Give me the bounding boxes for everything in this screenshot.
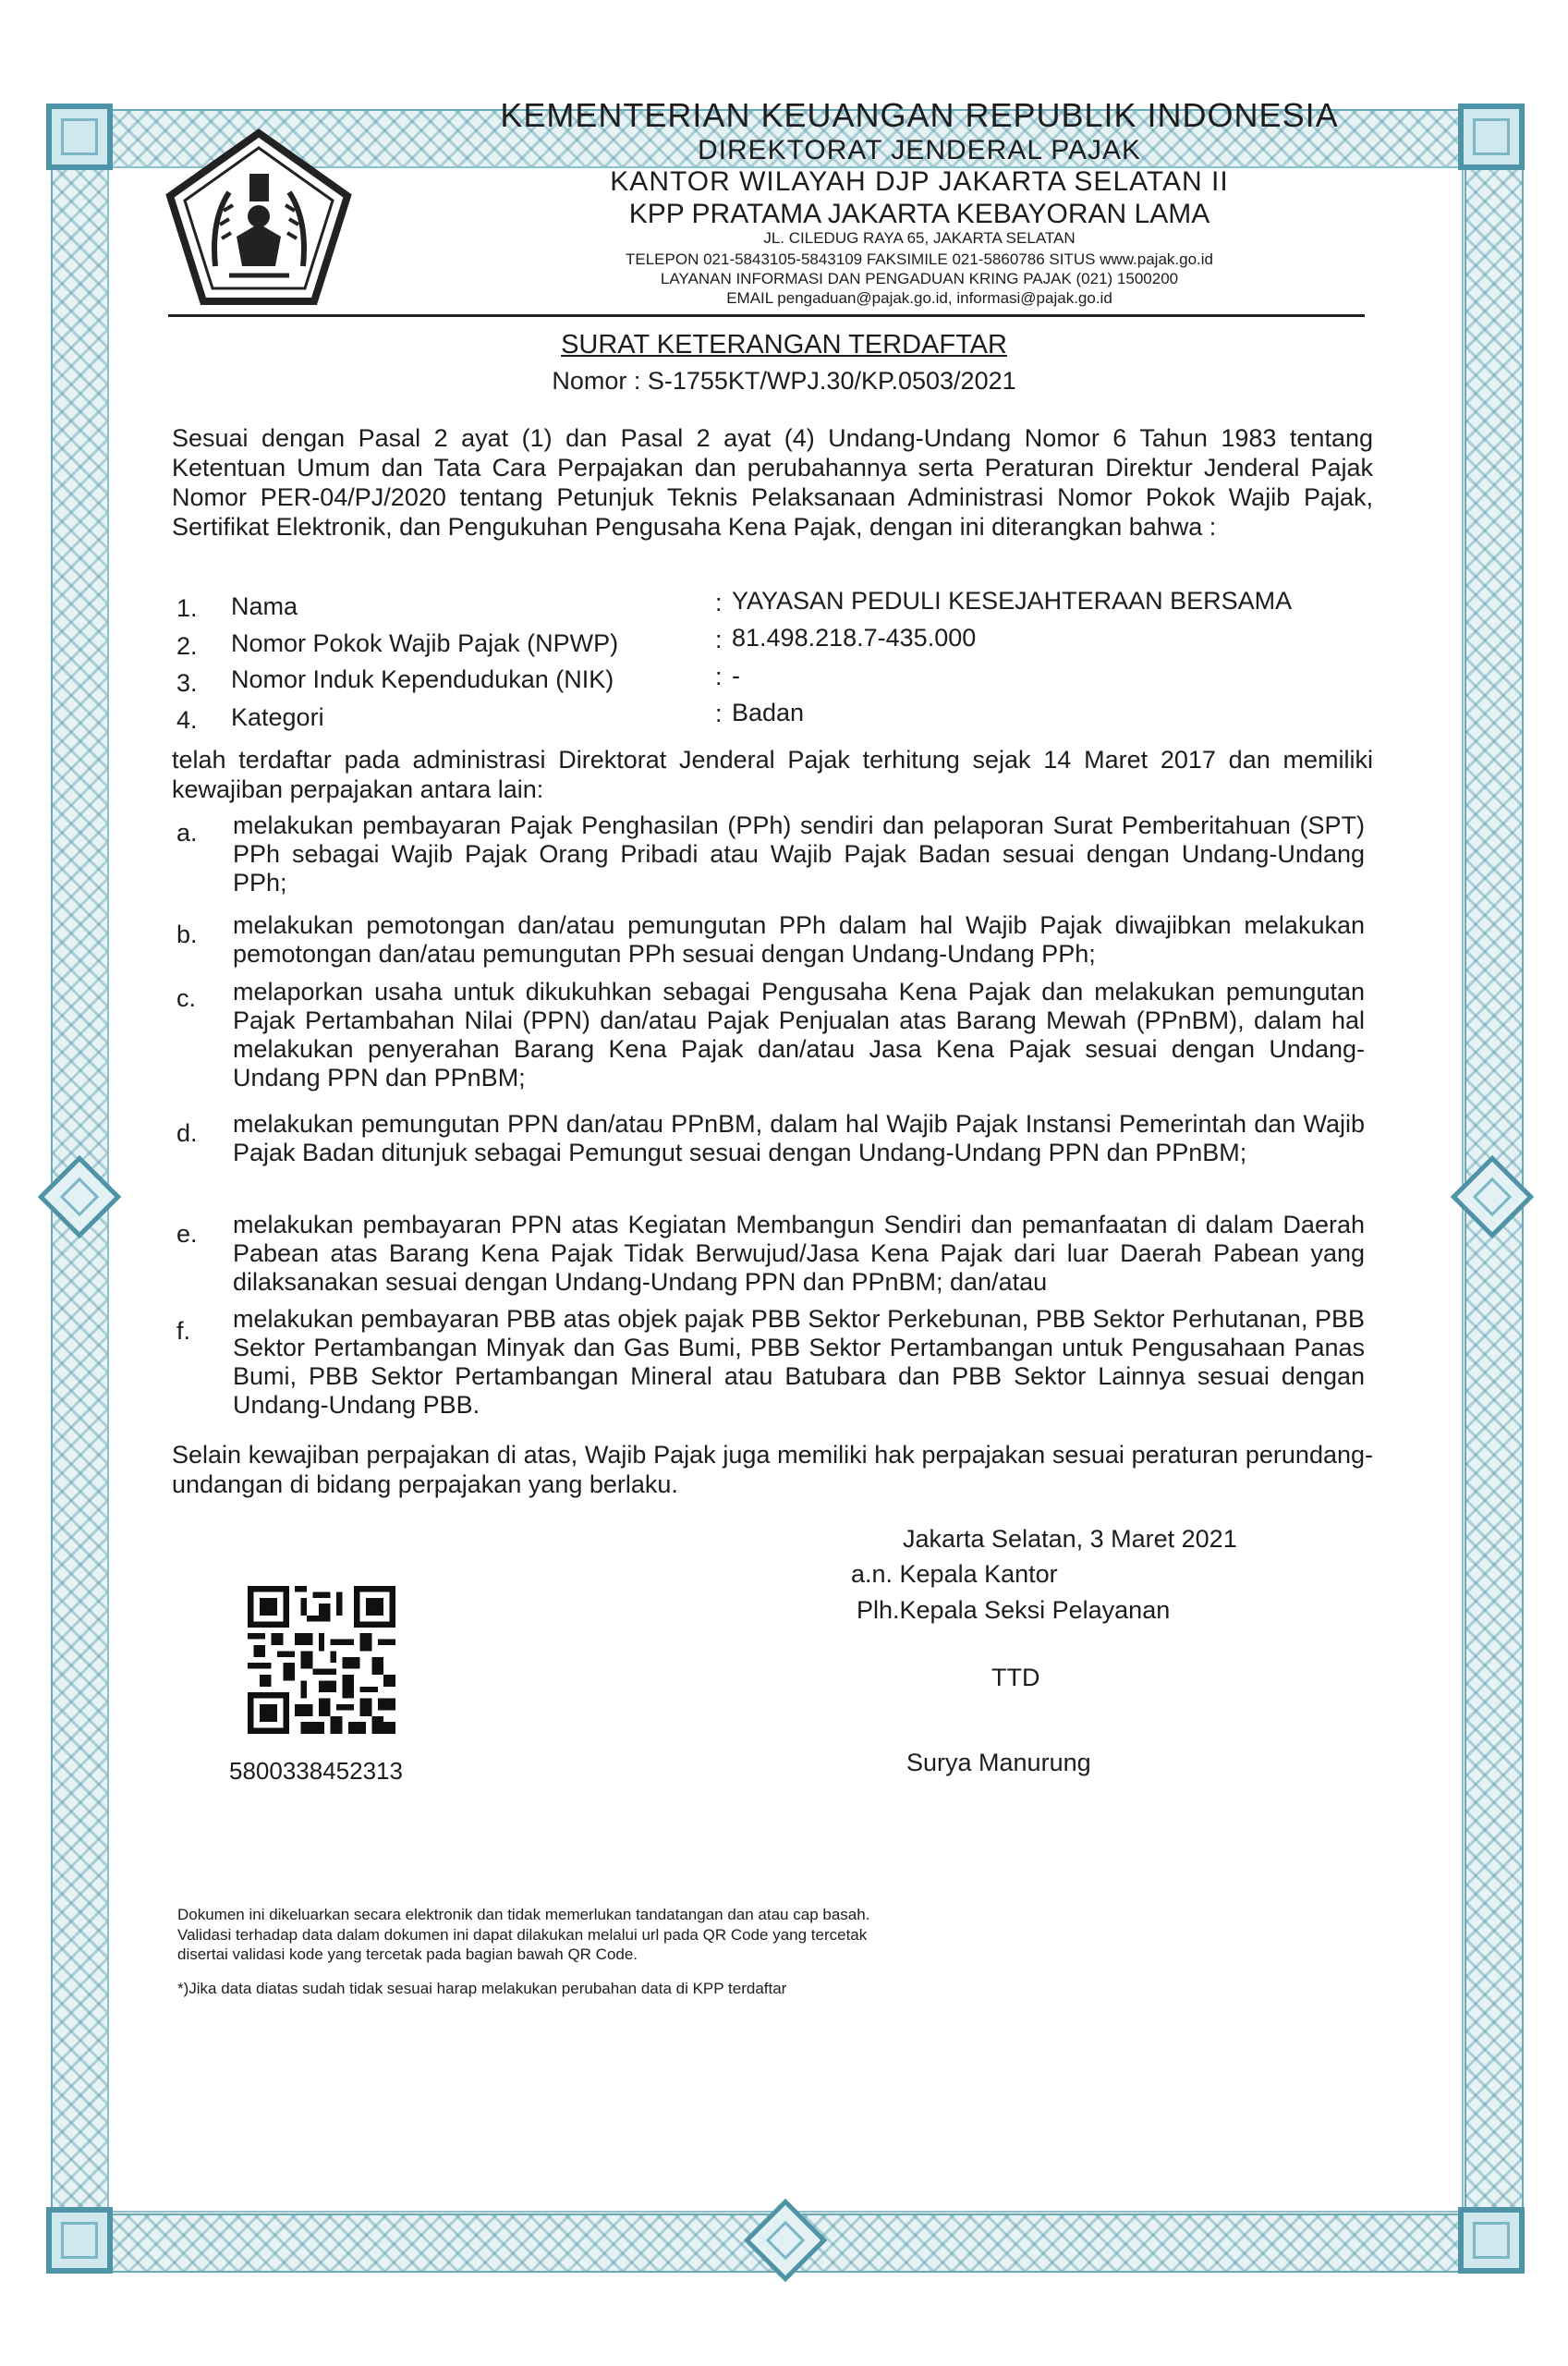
field-colon: :	[715, 626, 723, 653]
obligation-letter: f.	[176, 1317, 191, 1345]
footer-line-2: Validasi terhadap data dalam dokumen ini dapat dilakukan melalui url pada QR Code yang tercetak	[177, 1926, 868, 1944]
document-title: SURAT KETERANGAN TERDAFTAR	[561, 330, 1007, 360]
signature-place-date: Jakarta Selatan, 3 Maret 2021	[903, 1525, 1237, 1553]
obligation-letter: c.	[176, 984, 197, 1012]
field-label-name: Nama	[231, 592, 298, 620]
signature-on-behalf: a.n. Kepala Kantor	[851, 1560, 1058, 1588]
header-divider	[168, 314, 1365, 317]
intro-paragraph: Sesuai dengan Pasal 2 ayat (1) dan Pasal 2 ayat (4) Undang-Undang Nomor 6 Tahun 1983 tentang Ketentuan Umum dan Tata Cara Perpajakan dan perubahannya serta Peraturan Direktur Jenderal Pajak Nomor PER-04/PJ/2020 tentang Petunjuk Teknis Pelaksanaan Administrasi Nomor Pokok Wajib Pajak, Sertifikat Elektronik, dan Pengukuhan Pengusaha Kena Pajak, dengan ini diterangkan bahwa :	[172, 424, 1373, 541]
directorate-name: DIREKTORAT JENDERAL PAJAK	[697, 135, 1142, 165]
field-number: 1.	[176, 594, 198, 622]
field-colon: :	[715, 589, 723, 616]
obligation-letter: d.	[176, 1119, 198, 1147]
signature-name: Surya Manurung	[906, 1749, 1091, 1776]
obligation-letter: e.	[176, 1220, 198, 1248]
signature-ttd: TTD	[991, 1664, 1040, 1691]
field-number: 4.	[176, 706, 198, 734]
office-service-line: LAYANAN INFORMASI DAN PENGADUAN KRING PAJAK (021) 1500200	[660, 270, 1179, 287]
qr-code[interactable]	[248, 1586, 395, 1734]
field-label-nik: Nomor Induk Kependudukan (NIK)	[231, 665, 614, 693]
office-address: JL. CILEDUG RAYA 65, JAKARTA SELATAN	[763, 229, 1076, 247]
obligation-item: melakukan pembayaran Pajak Penghasilan (PPh) sendiri dan pelaporan Surat Pemberitahuan (SPT) PPh sebagai Wajib Pajak Orang Pribadi atau Wajib Pajak Badan sesuai dengan Undang-Undang PPh;	[233, 811, 1365, 896]
field-value-npwp: 81.498.218.7-435.000	[732, 624, 977, 652]
field-number: 3.	[176, 669, 198, 697]
footer-line-1: Dokumen ini dikeluarkan secara elektronik dan tidak memerlukan tandatangan dan atau cap basah.	[177, 1906, 870, 1923]
obligation-letter: b.	[176, 921, 198, 948]
field-value-nik: -	[732, 662, 740, 689]
field-colon: :	[715, 663, 723, 690]
field-label-npwp: Nomor Pokok Wajib Pajak (NPWP)	[231, 629, 619, 657]
field-value-name: YAYASAN PEDULI KESEJAHTERAAN BERSAMA	[732, 587, 1293, 615]
obligation-letter: a.	[176, 819, 198, 847]
obligation-item: melakukan pemungutan PPN dan/atau PPnBM, dalam hal Wajib Pajak Instansi Pemerintah dan Wajib Pajak Badan ditunjuk sebagai Pemungut sesuai dengan Undang-Undang PPN dan PPnBM;	[233, 1110, 1365, 1166]
ministry-logo	[164, 128, 354, 308]
rights-statement: Selain kewajiban perpajakan di atas, Wajib Pajak juga memiliki hak perpajakan sesuai peraturan perundang-undangan di bidang perpajakan yang berlaku.	[172, 1441, 1373, 1498]
field-value-category: Badan	[732, 699, 805, 726]
document-number: Nomor : S-1755KT/WPJ.30/KP.0503/2021	[552, 367, 1016, 395]
footer-note: *)Jika data diatas sudah tidak sesuai harap melakukan perubahan data di KPP terdaftar	[177, 1980, 787, 1997]
corner-ornament-bottom-right	[1458, 2207, 1525, 2274]
obligation-item: melaporkan usaha untuk dikukuhkan sebagai Pengusaha Kena Pajak dan melakukan pemungutan Pajak Pertambahan Nilai (PPN) dan/atau Pajak Penjualan atas Barang Mewah (PPnBM), dalam hal melakukan penyerahan Barang Kena Pajak dan/atau Jasa Kena Pajak sesuai dengan Undang-Undang PPN dan PPnBM;	[233, 978, 1365, 1092]
obligation-item: melakukan pembayaran PPN atas Kegiatan Membangun Sendiri dan pemanfaatan di dalam Daerah Pabean atas Barang Kena Pajak Tidak Berwujud/Jasa Kena Pajak dari luar Daerah Pabean yang dilaksanakan sesuai dengan Undang-Undang PPN dan PPnBM; dan/atau	[233, 1211, 1365, 1296]
obligation-item: melakukan pembayaran PBB atas objek pajak PBB Sektor Perkebunan, PBB Sektor Perhutanan, PBB Sektor Pertambangan Minyak dan Gas Bumi, PBB Sektor Pertambangan untuk Pengusahaan Panas Bumi, PBB Sektor Pertambangan Mineral atau Batubara dan PBB Sektor Lainnya sesuai dengan Undang-Undang PBB.	[233, 1305, 1365, 1419]
ministry-name: KEMENTERIAN KEUANGAN REPUBLIK INDONESIA	[500, 96, 1339, 134]
corner-ornament-bottom-left	[46, 2207, 113, 2274]
registration-statement: telah terdaftar pada administrasi Direktorat Jenderal Pajak terhitung sejak 14 Maret 2017 dan memiliki kewajiban perpajakan antara lain:	[172, 746, 1373, 803]
field-label-category: Kategori	[231, 703, 324, 731]
office-email: EMAIL pengaduan@pajak.go.id, informasi@pajak.go.id	[726, 289, 1112, 307]
corner-ornament-top-left	[46, 104, 113, 170]
tax-office-name: KPP PRATAMA JAKARTA KEBAYORAN LAMA	[628, 199, 1210, 229]
signature-position: Plh.Kepala Seksi Pelayanan	[857, 1596, 1171, 1624]
office-phone: TELEPON 021-5843105-5843109 FAKSIMILE 021-5860786 SITUS www.pajak.go.id	[626, 250, 1213, 268]
obligation-item: melakukan pemotongan dan/atau pemungutan PPh dalam hal Wajib Pajak diwajibkan melakukan pemotongan dan/atau pemungutan PPh sesuai dengan Undang-Undang PPh;	[233, 911, 1365, 968]
regional-office-name: KANTOR WILAYAH DJP JAKARTA SELATAN II	[610, 166, 1229, 197]
qr-validation-code: 5800338452313	[229, 1757, 403, 1785]
corner-ornament-top-right	[1458, 104, 1525, 170]
field-number: 2.	[176, 632, 198, 660]
footer-line-3: disertai validasi kode yang tercetak pada bagian bawah QR Code.	[177, 1945, 638, 1963]
field-colon: :	[715, 700, 723, 727]
